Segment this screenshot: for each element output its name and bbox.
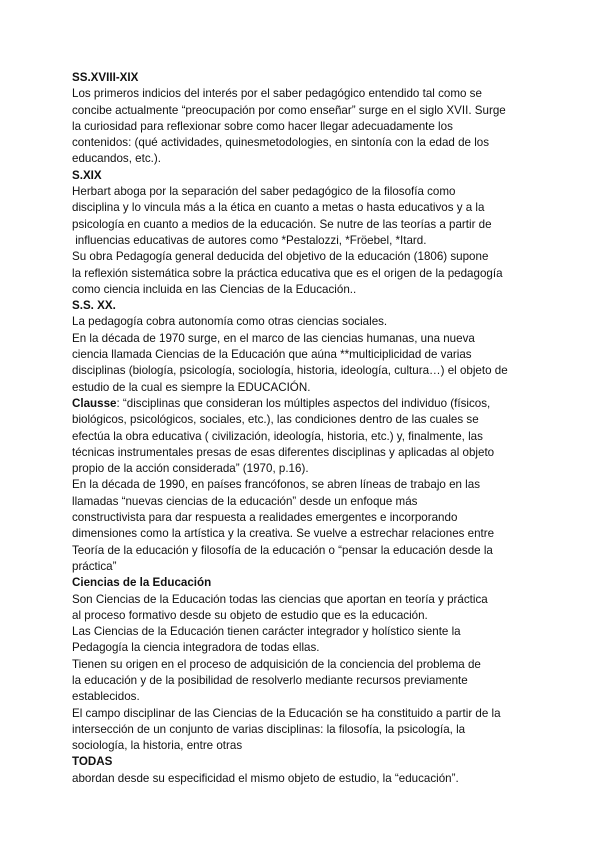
clausse-quote-line [72,396,532,412]
text-line: biológicos, psicológicos, sociales, etc.), las condiciones dentro de las cuales se [72,413,479,427]
heading-ss-xviii-xix: SS.XVIII-XIX [72,71,139,84]
text-line: influencias educativas de autores como *Pestalozzi, *Fröebel, *Itard. [72,233,427,247]
text-line: El campo disciplinar de las Ciencias de la Educación se ha constituido a partir de la [72,706,501,720]
text-line: constructivista para dar respuesta a realidades emergentes e incorporando [72,511,458,525]
heading-ss-xx: S.S. XX. [72,299,116,313]
text-line: educandos, etc.). [72,152,161,166]
text-line: ciencia llamada Ciencias de la Educación que aúna **multiciplicidad de varias [72,348,472,362]
text-line: contenidos: (qué actividades, quinesmetodologies, en sintonía con la edad de los [72,136,490,150]
text-line: En la década de 1970 surge, en el marco de las ciencias humanas, una nueva [72,331,475,345]
text-line: dimensiones como la artística y la creativa. Se vuelve a estrechar relaciones entre [72,527,495,541]
text-line: La pedagogía cobra autonomía como otras ciencias sociales. [72,315,388,329]
text-line: Los primeros indicios del interés por el saber pedagógico entendido tal como se [72,87,482,101]
text-line: al proceso formativo desde su objeto de estudio que es la educación. [72,608,428,622]
text-line: la reflexión sistemática sobre la práctica educativa que es el origen de la pedagogía [72,266,503,280]
text-line: llamadas “nuevas ciencias de la educación” desde un enfoque más [72,494,418,508]
text-line: Son Ciencias de la Educación todas las ciencias que aportan en teoría y práctica [72,592,488,606]
text-line: efectúa la obra educativa ( civilización, ideología, historia, etc.) y, finalmente, las [72,429,483,443]
clausse-quote-start: : “disciplinas que consideran los múltiples aspectos del individuo (físicos, [116,396,491,410]
text-line: abordan desde su especificidad el mismo objeto de estudio, la “educación”. [72,771,459,785]
heading-ciencias-educacion: Ciencias de la Educación [72,576,212,590]
text-line: Las Ciencias de la Educación tienen carácter integrador y holístico siente la [72,625,461,639]
text-line: psicología en cuanto a medios de la educación. Se nutre de las teorías a partir de [72,217,492,231]
heading-todas: TODAS [72,755,113,769]
text-line: disciplina y lo vincula más a la ética en cuanto a metas o hasta educativos y a la [72,201,485,215]
text-line: la curiosidad para reflexionar sobre como hacer llegar adecuadamente los [72,119,453,133]
text-line: En la década de 1990, en países francófonos, se abren líneas de trabajo en las [72,478,481,492]
text-line: disciplinas (biología, psicología, sociología, historia, ideología, cultura…) el objeto de [72,364,508,378]
text-line: práctica” [72,559,117,573]
text-line: Tienen su origen en el proceso de adquisición de la conciencia del problema de [72,657,481,671]
clausse-name: Clausse [72,396,117,410]
text-line: establecidos. [72,690,140,704]
document-body [72,70,532,787]
heading-s-xix: S.XIX [72,168,102,182]
text-line: estudio de la cual es siempre la EDUCACIÓN. [72,380,311,394]
text-line: Teoría de la educación y filosofía de la educación o “pensar la educación desde la [72,543,493,557]
text-line: sociología, la historia, entre otras [72,739,243,753]
text-line: técnicas instrumentales presas de esas diferentes disciplinas y aplicadas al objeto [72,445,495,459]
text-line: Su obra Pedagogía general deducida del objetivo de la educación (1806) supone [72,250,489,264]
text-line: propio de la acción considerada” (1970, p.16). [72,462,309,476]
text-line: concibe actualmente “preocupación por como enseñar” surge en el siglo XVII. Surge [72,103,506,117]
text-line: la educación y de la posibilidad de resolverlo mediante recursos previamente [72,673,468,687]
text-line: como ciencia incluida en las Ciencias de la Educación.. [72,282,357,296]
text-line: Herbart aboga por la separación del saber pedagógico de la filosofía como [72,185,456,199]
text-line: Pedagogía la ciencia integradora de todas ellas. [72,641,320,655]
text-line: intersección de un conjunto de varias disciplinas: la filosofía, la psicología, la [72,722,466,736]
